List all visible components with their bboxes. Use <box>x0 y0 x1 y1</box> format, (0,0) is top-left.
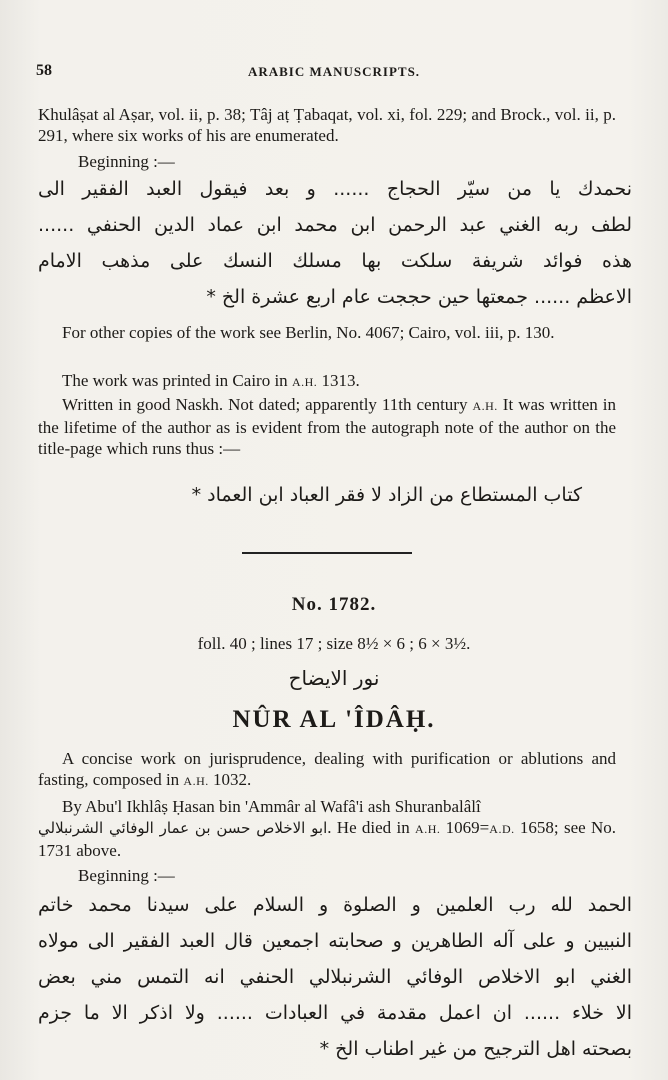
beginning-label: Beginning :— <box>78 866 175 885</box>
references-paragraph: Khulâṣat al Aṣar, vol. ii, p. 38; Tâj aṭ Ṭabaqat, vol. xi, fol. 229; and Brock., vol. ii, p. 291, where six works of his are enumerated. <box>38 105 616 145</box>
era-abbreviation: A.H. <box>291 375 318 389</box>
arabic-line: الا خلاء ...... ان اعمل مقدمة في العبادات ...... ولا اذكر الا ما جزم <box>38 1002 632 1024</box>
printed-year: 1313. <box>317 371 360 390</box>
section-divider <box>242 552 412 554</box>
work-title: NÛR AL 'ÎDÂḤ. <box>232 706 436 733</box>
author-arabic-name: ابو الاخلاص حسن بن عمار الوفائي الشرنبلالي <box>38 819 328 837</box>
died-text-continued: 1658; see No. 1731 above. <box>38 818 616 860</box>
page-number: 58 <box>36 62 52 79</box>
other-copies-paragraph: For other copies of the work see Berlin, No. 4067; Cairo, vol. iii, p. 130. <box>62 323 555 342</box>
entry-physical-description: foll. 40 ; lines 17 ; size 8½ × 6 ; 6 × 3½. <box>197 634 471 653</box>
arabic-line: النبيين و على آله الطاهرين و صحابته اجمعين قال العبد الفقير الى مولاه <box>38 930 632 952</box>
beginning-label: Beginning :— <box>78 152 175 171</box>
page-header <box>36 62 632 86</box>
arabic-line: الغني ابو الاخلاص الوفائي الشرنبلالي الحنفي انه التمس مني بعض <box>38 966 632 988</box>
written-text-continued: It was written in the lifetime of the author as is evident from the autograph note of the author on the title-page which runs thus :— <box>38 395 616 458</box>
era-abbreviation: A.D. <box>489 822 515 836</box>
arabic-line: لطف ربه الغني عبد الرحمن ابن محمد ابن عماد الدين الحنفي ...... <box>38 214 632 236</box>
printed-paragraph <box>38 370 616 393</box>
entry-number: No. 1782. <box>291 594 377 615</box>
author-name: By Abu'l Ikhlâṣ Ḥasan bin 'Ammâr al Wafâ'i ash Shuranbalâlî <box>62 797 481 816</box>
era-abbreviation: A.H. <box>472 399 498 413</box>
written-paragraph <box>38 394 616 459</box>
died-year: 1069= <box>440 818 490 837</box>
description-paragraph <box>38 748 616 792</box>
died-text: . He died in <box>327 818 416 837</box>
era-abbreviation: A.H. <box>183 774 209 788</box>
arabic-autograph-note: كتاب المستطاع من الزاد لا فقر العباد ابن العماد * <box>191 484 582 506</box>
description-year: 1032. <box>208 770 252 789</box>
arabic-title: نور الايضاح <box>288 666 380 690</box>
arabic-line: الاعظم ...... جمعتها حين حججت عام اربع عشرة الخ * <box>206 286 632 308</box>
description-text: A concise work on jurisprudence, dealing with purification or ablutions and fasting, composed in <box>38 749 616 789</box>
printed-text: The work was printed in Cairo in <box>62 371 292 390</box>
era-abbreviation: A.H. <box>415 822 441 836</box>
arabic-line: هذه فوائد شريفة سلكت بها مسلك النسك على مذهب الامام <box>38 250 632 272</box>
arabic-line: نحمدك يا من سيّر الحجاج ...... و بعد فيقول العبد الفقير الى <box>38 178 632 200</box>
arabic-line: الحمد لله رب العلمين و الصلوة و السلام على سيدنا محمد خاتم <box>38 894 632 916</box>
written-text: Written in good Naskh. Not dated; apparently 11th century <box>62 395 473 414</box>
author-paragraph <box>38 796 616 861</box>
arabic-line: بصحته اهل الترجيح من غير اطناب الخ * <box>319 1038 632 1060</box>
running-title: ARABIC MANUSCRIPTS. <box>247 64 421 79</box>
